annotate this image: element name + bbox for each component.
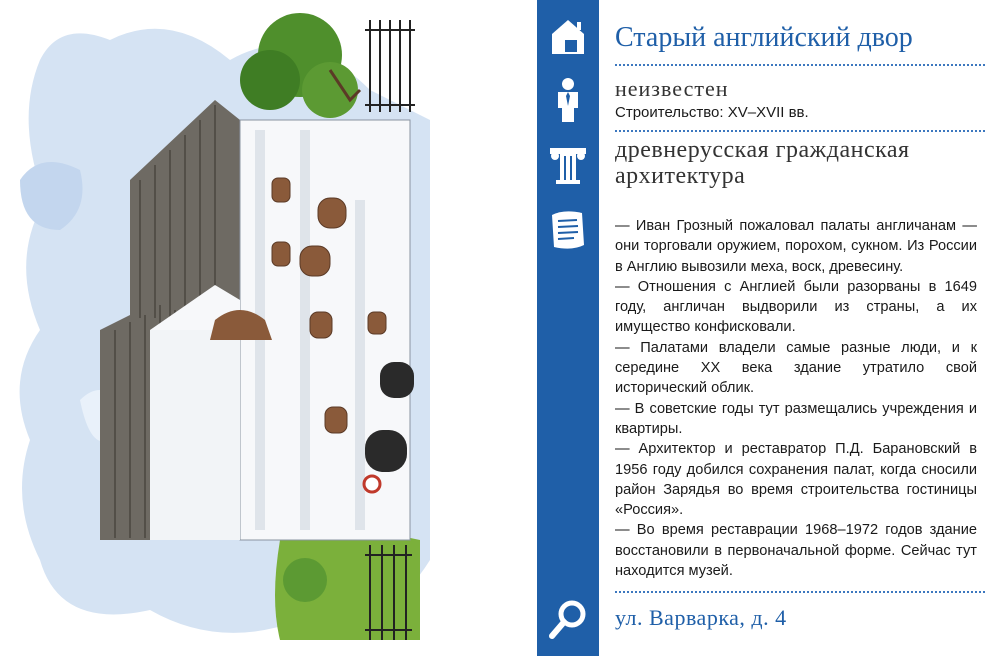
person-icon: [544, 76, 592, 124]
architect-name: неизвестен: [615, 76, 729, 101]
magnifier-icon: [544, 596, 592, 644]
fact-item: — Архитектор и реставратор П.Д. Барановский в 1956 году добился сохранения палат, когда сносили район Зарядья во время строительства гостиницы «Россия».: [615, 441, 977, 519]
building-title: Старый английский двор: [615, 22, 913, 53]
house-icon: [544, 12, 592, 60]
divider: [615, 64, 985, 66]
fact-item: — Иван Грозный пожаловал палаты англичанам — они торговали оружием, порохом, сукном. Из России в Англию вывозили меха, воск, древесину.: [615, 218, 977, 275]
facts-list: [615, 216, 977, 581]
fact-item: — В советские годы тут размещались учреждения и квартиры.: [615, 400, 977, 437]
fact-item: — Палатами владели самые разные люди, и к середине XX века здание утратило свой исторический облик.: [615, 339, 977, 397]
divider: [615, 591, 985, 593]
fact-item: — Отношения с Англией были разорваны в 1649 году, англичан выдворили из страны, а их имущество конфисковали.: [615, 278, 977, 336]
document-icon: [544, 205, 592, 253]
card-content: [599, 0, 1000, 656]
address: ул. Варварка, д. 4: [615, 605, 787, 630]
fact-item: — Во время реставрации 1968–1972 годов здание восстановили в первоначальной форме. Сейчас тут находится музей.: [615, 522, 977, 580]
construction-period: Строительство: XV–XVII вв.: [615, 104, 809, 121]
column-icon: [544, 140, 592, 188]
icon-band: [537, 0, 599, 656]
architecture-style: древнерусская гражданская архитектура: [615, 137, 910, 189]
divider: [615, 130, 985, 132]
